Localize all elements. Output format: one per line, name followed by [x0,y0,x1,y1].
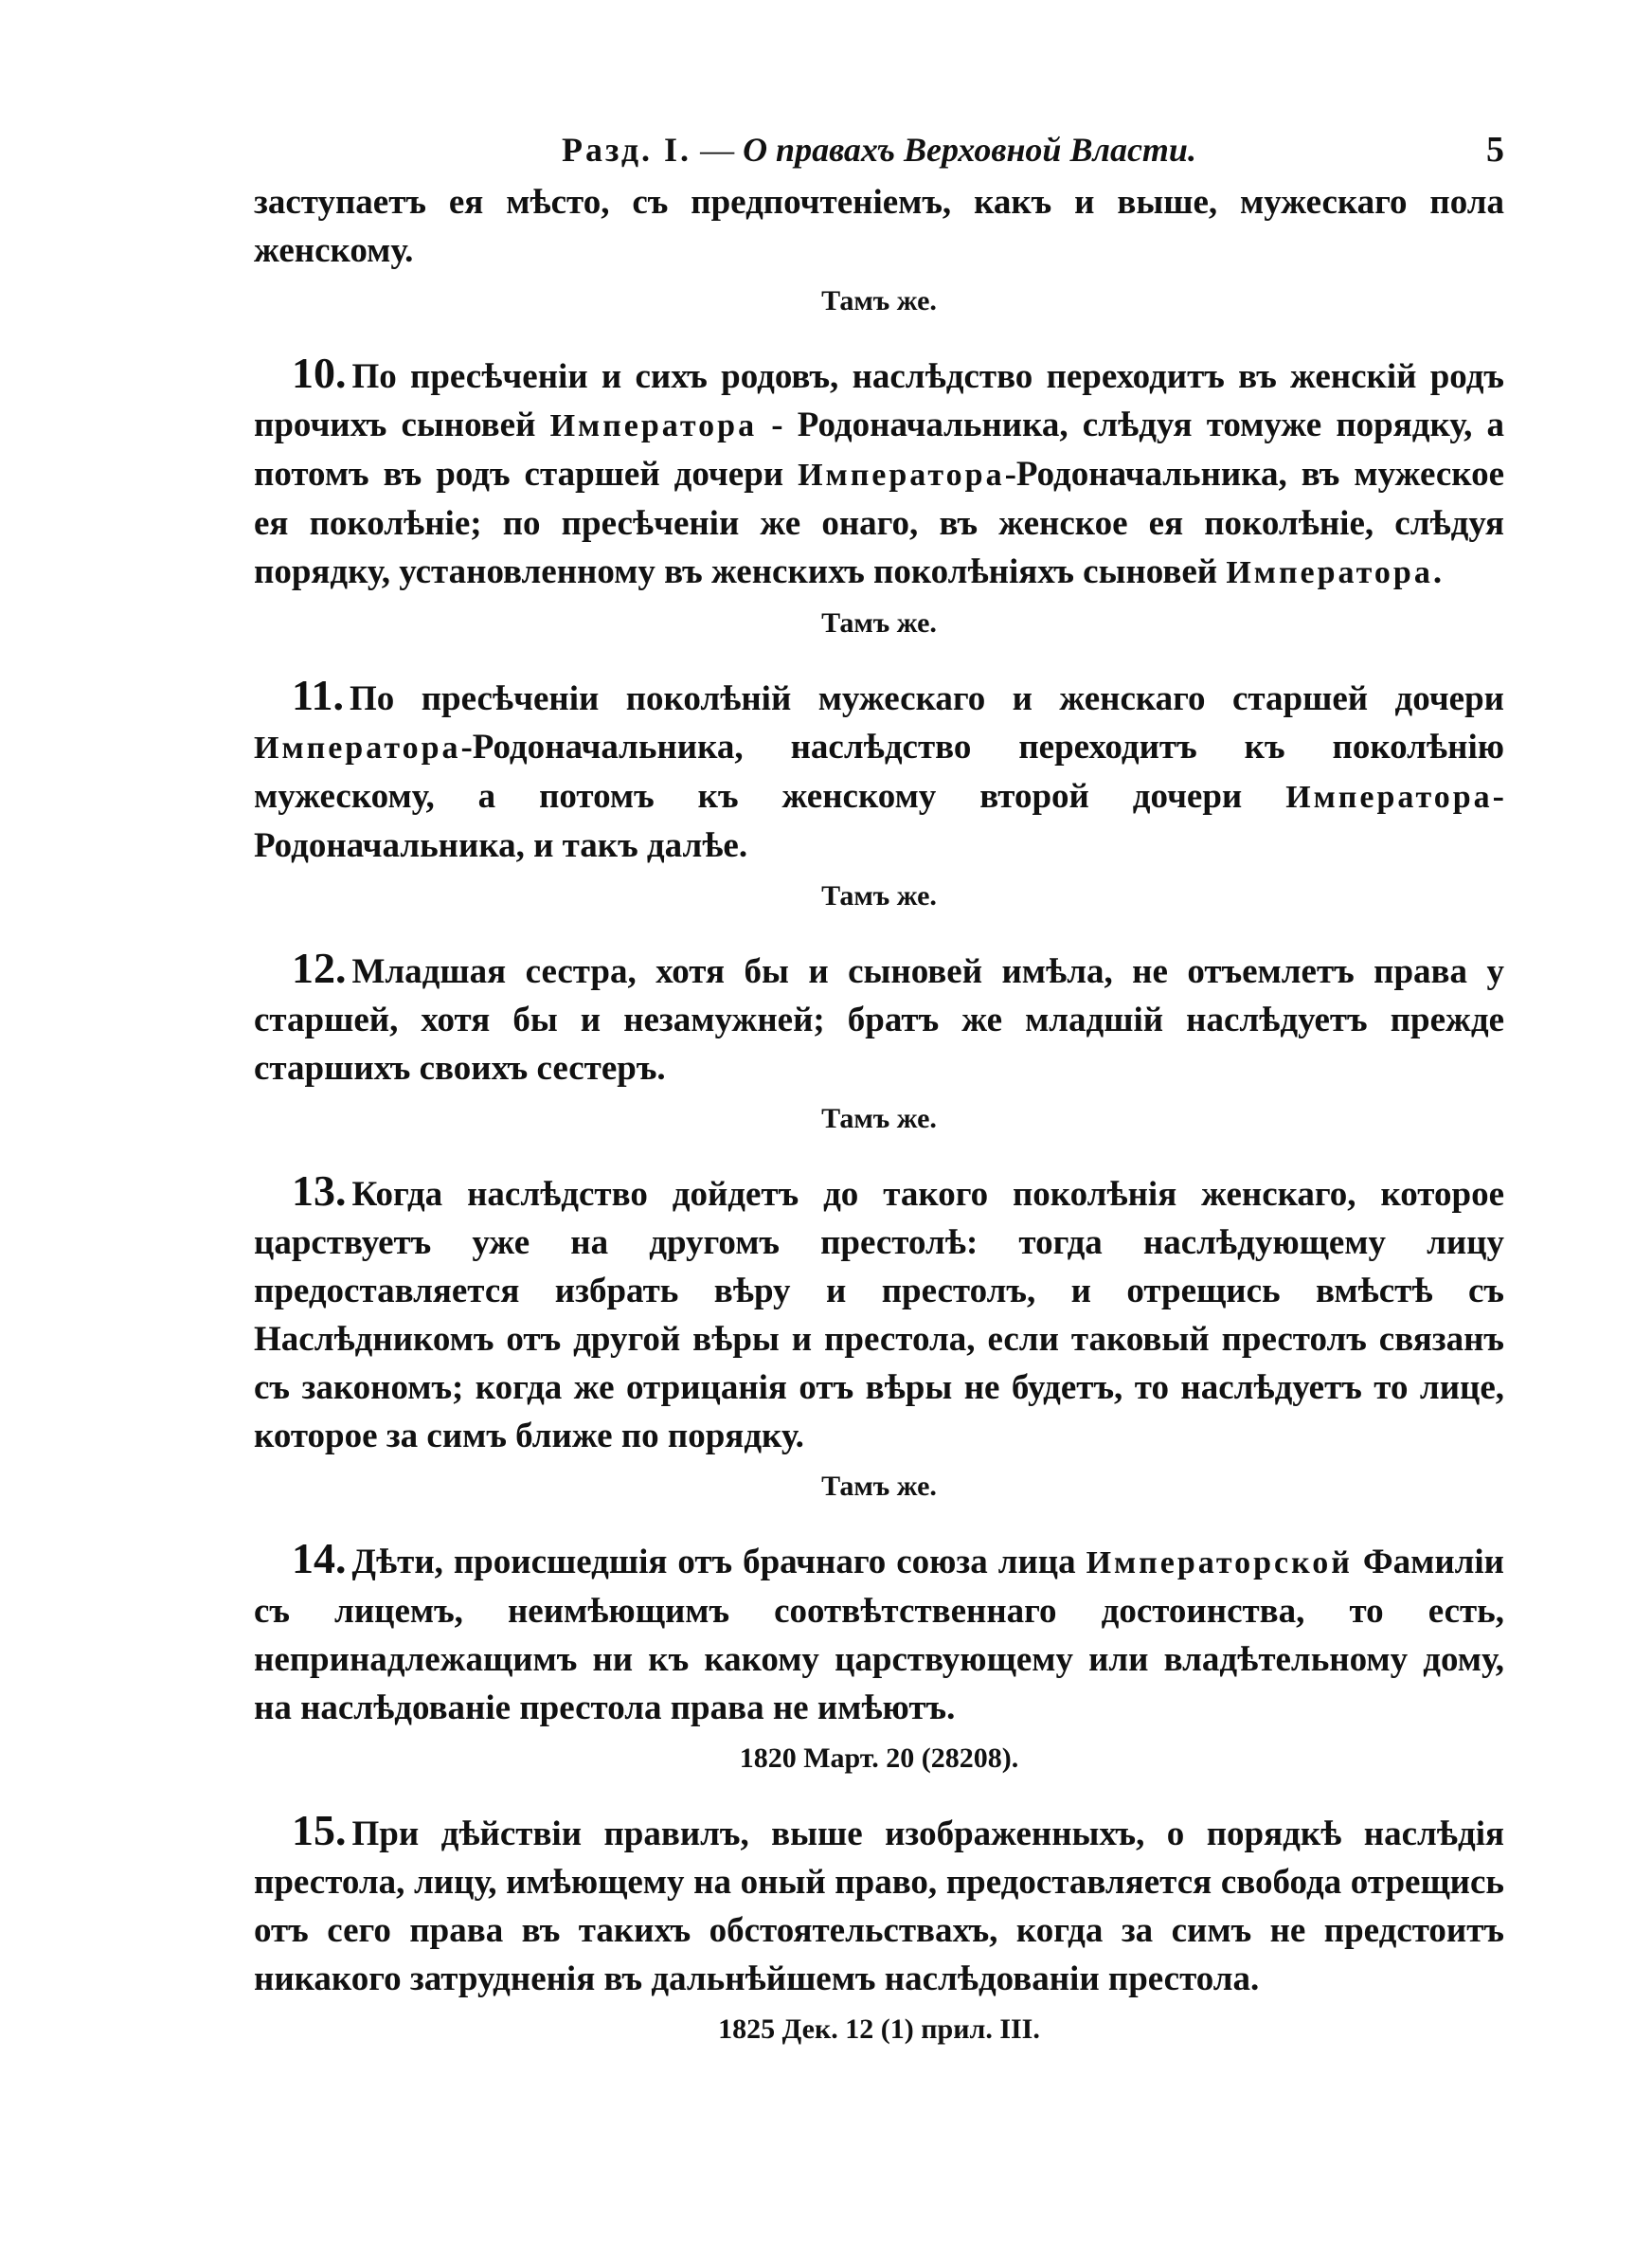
article-text: Младшая сестра, хотя бы и сыновей имѣла, не отъемлетъ права у старшей, хотя бы и незамужней; братъ же младшій наслѣдуетъ прежде старшихъ своихъ сестеръ. [254,952,1504,1088]
source-reference: 1820 Март. 20 (28208). [739,1742,1019,1774]
article-12 [254,944,1504,1092]
article-text: . [1432,552,1443,591]
article-text: - Родоначальника, слѣдуя томуже порядку, а потомъ въ родъ старшей дочери [254,406,1505,494]
article-15 [254,1806,1504,2003]
article-text: -Родоначальника, въ мужеское ея поколѣніе; по пресѣченіи же онаго, въ женское ея поколѣніе, слѣдуя порядку, установленному въ женскихъ поколѣніяхъ сыновей [254,455,1504,591]
article-14 [254,1534,1504,1732]
article-number: 14. [292,1534,347,1582]
article-text: Фамиліи съ лицемъ, неимѣющимъ соотвѣтственнаго достоинства, то есть, непринадлежащимъ ни къ какому царствующему или владѣтельному дому, на наслѣдованіе престола права не имѣютъ. [254,1543,1505,1727]
source-reference: Тамъ же. [821,607,937,639]
article-text: Когда наслѣдство дойдетъ до такого поколѣнія женскаго, которое царствуетъ уже на другомъ престолѣ: тогда наслѣдующему лицу предоставляется избрать вѣру и престолъ, и отрещись вмѣстѣ съ Наслѣдникомъ отъ другой вѣры и престола, если таковый престолъ связанъ съ закономъ; когда же отрицанія отъ вѣры не будетъ, то наслѣдуетъ то лице, которое за симъ ближе по порядку. [254,1175,1504,1455]
article-text: -Родоначальника, наслѣдство переходитъ къ поколѣнію мужескому, а потомъ къ женскому второй дочери [254,728,1504,816]
article-text: По пресѣченіи поколѣній мужескаго и женскаго старшей дочери [349,679,1504,718]
article-13 [254,1166,1504,1460]
small-caps-word: Императора [254,731,461,766]
source-reference: Тамъ же. [821,1103,937,1134]
article-number: 10. [292,349,347,397]
article-text: Дѣти, происшедшія отъ брачнаго союза лица [351,1543,1086,1581]
opening-paragraph: заступаетъ ея мѣсто, съ предпочтеніемъ, какъ и выше, мужескаго пола женскому. [254,183,1504,270]
article-11 [254,671,1504,870]
article-text: При дѣйствіи правилъ, выше изображенныхъ, о порядкѣ наслѣдія престола, лицу, имѣющему на оный право, предоставляется свобода отрещись отъ сего права въ такихъ обстоятельствахъ, когда за симъ не предстоитъ никакого затрудненія въ дальнѣйшемъ наслѣдованіи престола. [254,1815,1504,1998]
header-dash: — [691,131,744,169]
small-caps-word: Императора [549,408,758,443]
small-caps-word: Императорской [1086,1545,1353,1580]
small-caps-word: Императора [798,458,1005,493]
article-number: 11. [292,671,344,719]
small-caps-word: Императора [1285,780,1493,815]
source-reference: 1825 Дек. 12 (1) прил. III. [718,2013,1040,2045]
article-text: -Родоначальника, и такъ далѣе. [254,777,1504,865]
page-number: 5 [1486,130,1504,170]
article-number: 13. [292,1166,347,1215]
article-text: По пресѣченіи и сихъ родовъ, наслѣдство переходитъ въ женскій родъ прочихъ сыновей [254,357,1504,444]
section-title: О правахъ Верховной Власти. [743,131,1196,169]
article-number: 15. [292,1806,347,1854]
source-reference: Тамъ же. [821,1471,937,1502]
article-number: 12. [292,944,347,992]
article-10 [254,349,1504,597]
source-reference: Тамъ же. [821,285,937,316]
small-caps-word: Императора [1226,555,1433,590]
source-reference: Тамъ же. [821,880,937,912]
page [254,121,1504,2077]
section-label: Разд. I. [562,131,692,169]
running-head [254,121,1504,178]
